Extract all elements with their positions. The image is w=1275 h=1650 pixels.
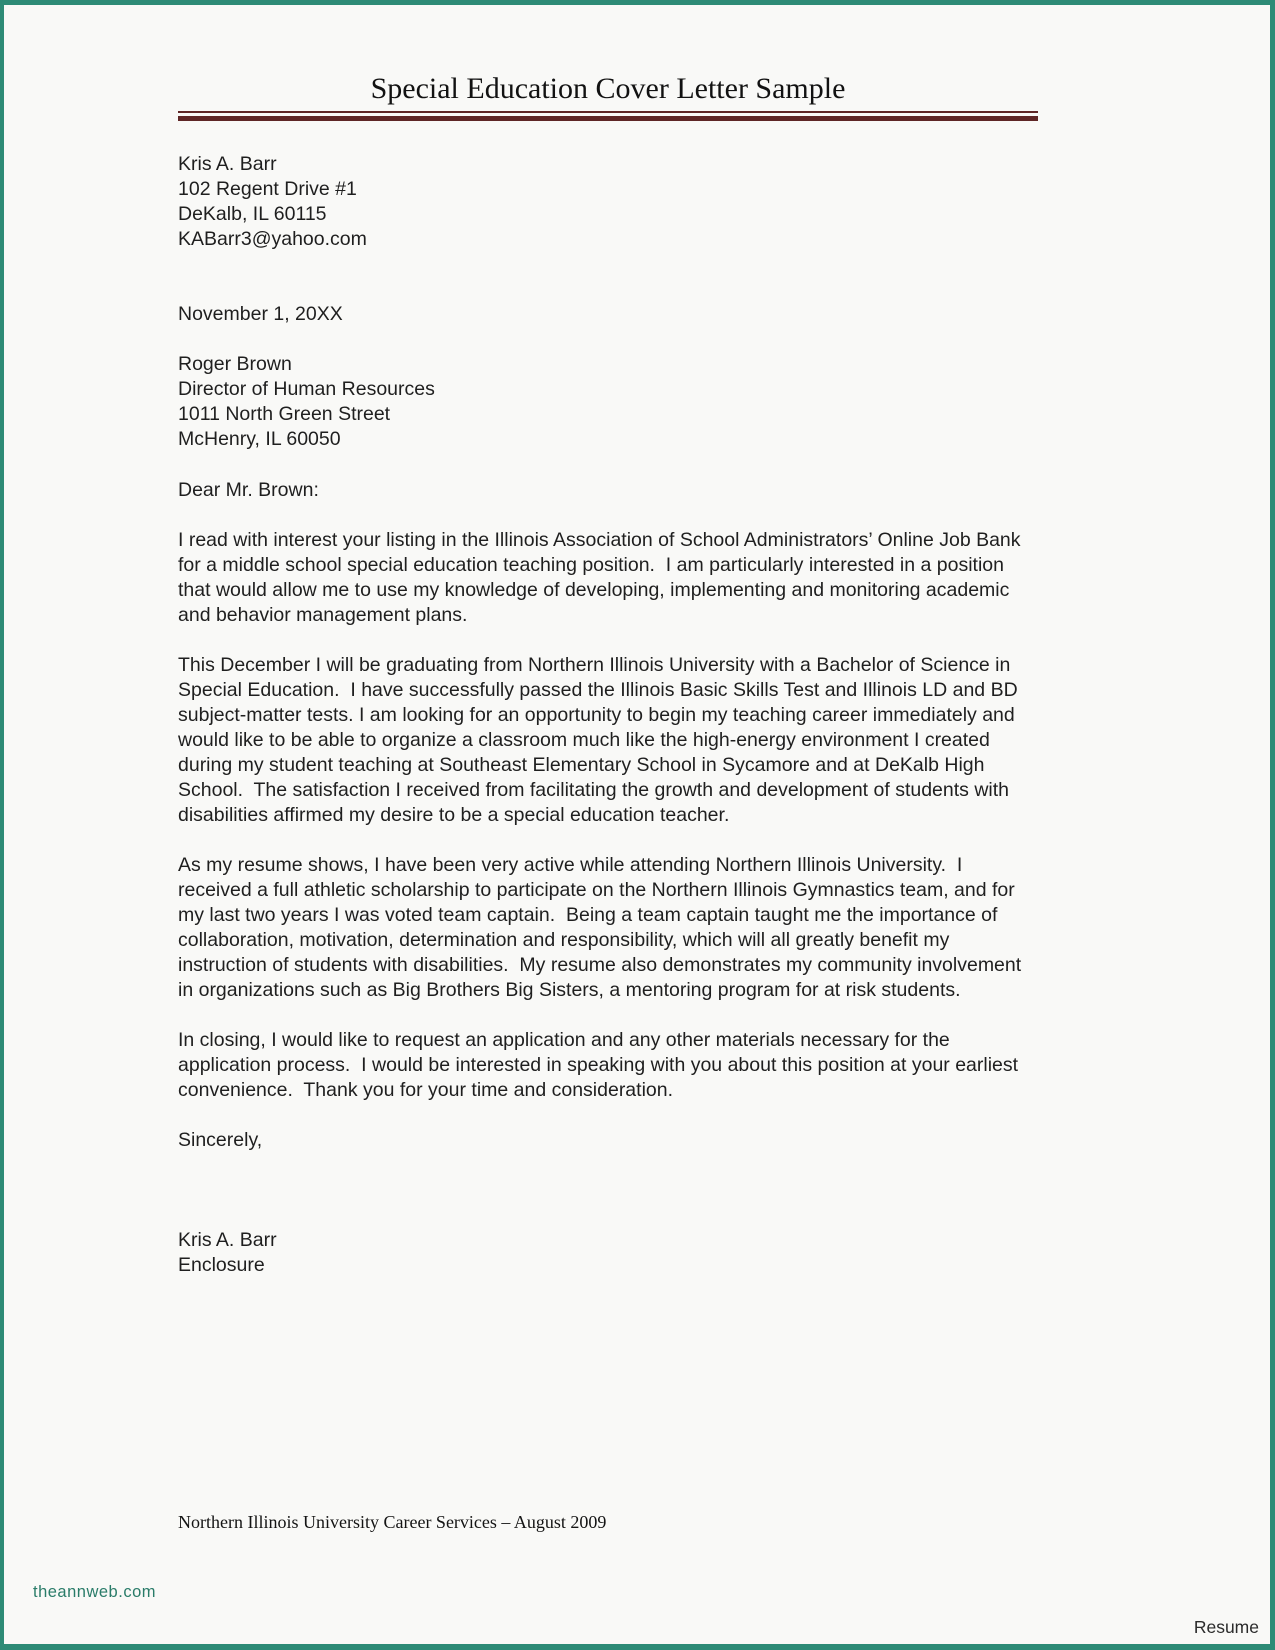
sender-address-line1: 102 Regent Drive #1 xyxy=(178,178,357,200)
recipient-address-line1: 1011 North Green Street xyxy=(178,403,391,425)
recipient-address-line2: McHenry, IL 60050 xyxy=(178,428,341,450)
body-paragraph-4: In closing, I would like to request an application and any other materials necessary for the application process. I would be interested in speaking with you about this position at your earliest convenience. Thank you for your time and consideration. xyxy=(178,1029,1024,1101)
letter-date: November 1, 20XX xyxy=(178,303,343,325)
sender-name: Kris A. Barr xyxy=(178,153,277,175)
letter-content xyxy=(178,0,1038,1278)
recipient-name: Roger Brown xyxy=(178,353,292,375)
closing: Sincerely, xyxy=(178,1129,263,1151)
recipient-title: Director of Human Resources xyxy=(178,378,435,400)
salutation: Dear Mr. Brown: xyxy=(178,479,319,501)
page-title: Special Education Cover Letter Sample xyxy=(370,72,846,105)
footer-credit: Northern Illinois University Career Services – August 2009 xyxy=(178,1512,607,1532)
sender-address-line2: DeKalb, IL 60115 xyxy=(178,203,327,225)
resume-corner-label: Resume xyxy=(1193,1617,1259,1637)
enclosure-label: Enclosure xyxy=(178,1254,265,1276)
title-double-rule xyxy=(178,111,1038,121)
sender-block xyxy=(178,152,1038,252)
watermark-site-name: theannweb.com xyxy=(33,1583,156,1601)
signature-block xyxy=(178,1228,1038,1278)
body-paragraph-2: This December I will be graduating from Northern Illinois University with a Bachelor of Science in Special Education. I have successfully passed the Illinois Basic Skills Test and Illinois LD and BD subject-matter tests. I am looking for an opportunity to begin my teaching career immediately and would like to be able to organize a classroom much like the high-energy environment I created during my student teaching at Southeast Elementary School in Sycamore and at DeKalb High School. The satisfaction I received from facilitating the growth and development of students with disabilities affirmed my desire to be a special education teacher. xyxy=(178,654,1024,826)
sender-email: KABarr3@yahoo.com xyxy=(178,228,367,250)
body-paragraph-1: I read with interest your listing in the Illinois Association of School Administrators’ Online Job Bank for a middle school special education teaching position. I am particularly interested in a position that would allow me to use my knowledge of developing, implementing and monitoring academic and behavior management plans. xyxy=(178,529,1026,626)
recipient-block xyxy=(178,352,1038,452)
signature-name: Kris A. Barr xyxy=(178,1229,277,1251)
body-paragraph-3: As my resume shows, I have been very active while attending Northern Illinois University. I received a full athletic scholarship to participate on the Northern Illinois Gymnastics team, and for my last two years I was voted team captain. Being a team captain taught me the importance of collaboration, motivation, determination and responsibility, which will all greatly benefit my instruction of students with disabilities. My resume also demonstrates my community involvement in organizations such as Big Brothers Big Sisters, a mentoring program for at risk students. xyxy=(178,854,1027,1001)
